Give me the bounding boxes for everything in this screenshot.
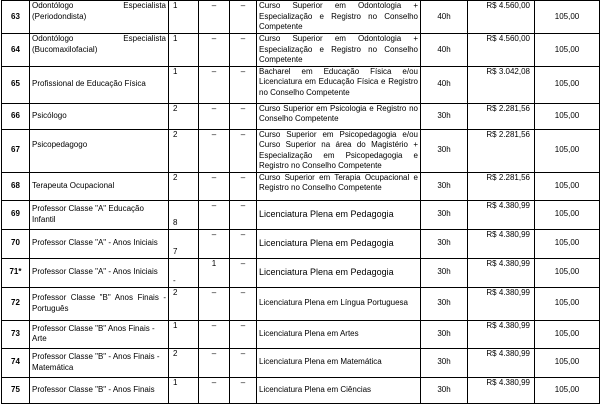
workload: 30h — [421, 377, 468, 403]
workload: 30h — [421, 129, 468, 172]
reserved-vacancies: – — [199, 129, 230, 172]
workload: 30h — [421, 200, 468, 229]
fee: 105,00 — [535, 258, 600, 287]
special-vacancies: – — [230, 103, 257, 129]
position-name: Professor Classe "A" - Anos Iniciais — [30, 258, 169, 287]
workload: 30h — [421, 258, 468, 287]
requirements: Licenciatura Plena em Matemática — [257, 348, 421, 377]
reserved-vacancies: – — [199, 377, 230, 403]
reserved-vacancies: – — [199, 287, 230, 320]
reserved-vacancies: – — [199, 172, 230, 200]
table-row — [2, 34, 600, 67]
requirements: Licenciatura Plena em Pedagogia — [257, 200, 421, 229]
table-row — [2, 129, 600, 172]
salary: R$ 4.560,00 — [468, 34, 535, 67]
salary: R$ 4.380,99 — [468, 258, 535, 287]
special-vacancies: – — [230, 229, 257, 258]
position-name: Professor Classe "B" Anos Finais - Português — [30, 287, 169, 320]
position-name: Professor Classe "A" - Anos Iniciais — [30, 229, 169, 258]
row-number: 64 — [2, 34, 30, 67]
salary: R$ 4.380,99 — [468, 377, 535, 403]
fee: 105,00 — [535, 103, 600, 129]
salary: R$ 4.560,00 — [468, 1, 535, 34]
workload: 30h — [421, 229, 468, 258]
row-number: 72 — [2, 287, 30, 320]
row-number: 75 — [2, 377, 30, 403]
table-row — [2, 172, 600, 200]
requirements: Curso Superior em Psicologia e Registro no Conselho Competente — [257, 103, 421, 129]
reserved-vacancies: – — [199, 348, 230, 377]
special-vacancies: – — [230, 200, 257, 229]
fee: 105,00 — [535, 377, 600, 403]
special-vacancies: – — [230, 129, 257, 172]
salary: R$ 2.281,56 — [468, 103, 535, 129]
row-number: 69 — [2, 200, 30, 229]
special-vacancies: – — [230, 320, 257, 348]
row-number: 66 — [2, 103, 30, 129]
position-name: Odontólogo Especialista (Periodondista) — [30, 1, 169, 34]
row-number: 65 — [2, 66, 30, 103]
position-name: Professor Classe "B" - Anos Finais — [30, 377, 169, 403]
vacancies: 7 — [169, 229, 199, 258]
workload: 40h — [421, 34, 468, 67]
fee: 105,00 — [535, 172, 600, 200]
table-row — [2, 1, 600, 34]
position-name: Profissional de Educação Física — [30, 66, 169, 103]
special-vacancies: – — [230, 258, 257, 287]
fee: 105,00 — [535, 348, 600, 377]
positions-table — [1, 0, 600, 404]
row-number: 70 — [2, 229, 30, 258]
requirements: Licenciatura Plena em Artes — [257, 320, 421, 348]
salary: R$ 4.380,99 — [468, 320, 535, 348]
table-row — [2, 200, 600, 229]
workload: 30h — [421, 348, 468, 377]
fee: 105,00 — [535, 34, 600, 67]
vacancies: - — [169, 258, 199, 287]
requirements: Licenciatura Plena em Língua Portuguesa — [257, 287, 421, 320]
reserved-vacancies: – — [199, 200, 230, 229]
workload: 30h — [421, 103, 468, 129]
special-vacancies: – — [230, 34, 257, 67]
salary: R$ 2.281,56 — [468, 129, 535, 172]
special-vacancies: – — [230, 1, 257, 34]
position-name: Professor Classe "B" - Anos Finais - Matemática — [30, 348, 169, 377]
reserved-vacancies: – — [199, 229, 230, 258]
fee: 105,00 — [535, 287, 600, 320]
workload: 30h — [421, 287, 468, 320]
salary: R$ 4.380,99 — [468, 200, 535, 229]
position-name: Psicólogo — [30, 103, 169, 129]
row-number: 74 — [2, 348, 30, 377]
reserved-vacancies: – — [199, 66, 230, 103]
reserved-vacancies: 1 — [199, 258, 230, 287]
requirements: Bacharel em Educação Física e/ou Licenciatura em Educação Física e Registro no Conselho Competente — [257, 66, 421, 103]
requirements: Curso Superior em Psicopedagogia e/ou Curso Superior na área do Magistério + Especialização em Psicopedagogia e Registro no Conselho Competente — [257, 129, 421, 172]
requirements: Licenciatura Plena em Ciências — [257, 377, 421, 403]
special-vacancies: – — [230, 66, 257, 103]
row-number: 63 — [2, 1, 30, 34]
fee: 105,00 — [535, 200, 600, 229]
requirements: Curso Superior em Odontologia + Especialização e Registro no Conselho Competente — [257, 1, 421, 34]
special-vacancies: – — [230, 172, 257, 200]
salary: R$ 4.380,99 — [468, 348, 535, 377]
reserved-vacancies: – — [199, 1, 230, 34]
row-number: 71* — [2, 258, 30, 287]
vacancies: 1 — [169, 66, 199, 103]
workload: 40h — [421, 66, 468, 103]
row-number: 68 — [2, 172, 30, 200]
requirements: Licenciatura Plena em Pedagogia — [257, 229, 421, 258]
vacancies: 1 — [169, 34, 199, 67]
requirements: Licenciatura Plena em Pedagogia — [257, 258, 421, 287]
fee: 105,00 — [535, 229, 600, 258]
vacancies: 1 — [169, 320, 199, 348]
salary: R$ 2.281,56 — [468, 172, 535, 200]
workload: 40h — [421, 1, 468, 34]
position-name: Terapeuta Ocupacional — [30, 172, 169, 200]
reserved-vacancies: – — [199, 320, 230, 348]
row-number: 67 — [2, 129, 30, 172]
vacancies: 2 — [169, 348, 199, 377]
position-name: Professor Classe "B" Anos Finais - Arte — [30, 320, 169, 348]
table-row — [2, 66, 600, 103]
special-vacancies: – — [230, 348, 257, 377]
position-name: Professor Classe "A" Educação Infantil — [30, 200, 169, 229]
row-number: 73 — [2, 320, 30, 348]
salary: R$ 4.380,99 — [468, 287, 535, 320]
vacancies: 2 — [169, 103, 199, 129]
vacancies: 8 — [169, 200, 199, 229]
table-row — [2, 103, 600, 129]
special-vacancies: – — [230, 287, 257, 320]
salary: R$ 4.380,99 — [468, 229, 535, 258]
vacancies: 1 — [169, 1, 199, 34]
table-row — [2, 348, 600, 377]
position-name: Odontólogo Especialista (Bucomaxilofacial) — [30, 34, 169, 67]
fee: 105,00 — [535, 1, 600, 34]
salary: R$ 3.042,08 — [468, 66, 535, 103]
vacancies: 1 — [169, 377, 199, 403]
table-row — [2, 258, 600, 287]
fee: 105,00 — [535, 320, 600, 348]
requirements: Curso Superior em Odontologia + Especialização e Registro no Conselho Competente — [257, 34, 421, 67]
position-name: Psicopedagogo — [30, 129, 169, 172]
table-row — [2, 377, 600, 403]
table-row — [2, 320, 600, 348]
special-vacancies: – — [230, 377, 257, 403]
table-row — [2, 229, 600, 258]
workload: 30h — [421, 172, 468, 200]
workload: 30h — [421, 320, 468, 348]
vacancies: 2 — [169, 172, 199, 200]
requirements: Curso Superior em Terapia Ocupacional e Registro no Conselho Competente — [257, 172, 421, 200]
table-row — [2, 287, 600, 320]
reserved-vacancies: – — [199, 34, 230, 67]
vacancies: 2 — [169, 129, 199, 172]
vacancies: 2 — [169, 287, 199, 320]
fee: 105,00 — [535, 129, 600, 172]
reserved-vacancies: – — [199, 103, 230, 129]
fee: 105,00 — [535, 66, 600, 103]
